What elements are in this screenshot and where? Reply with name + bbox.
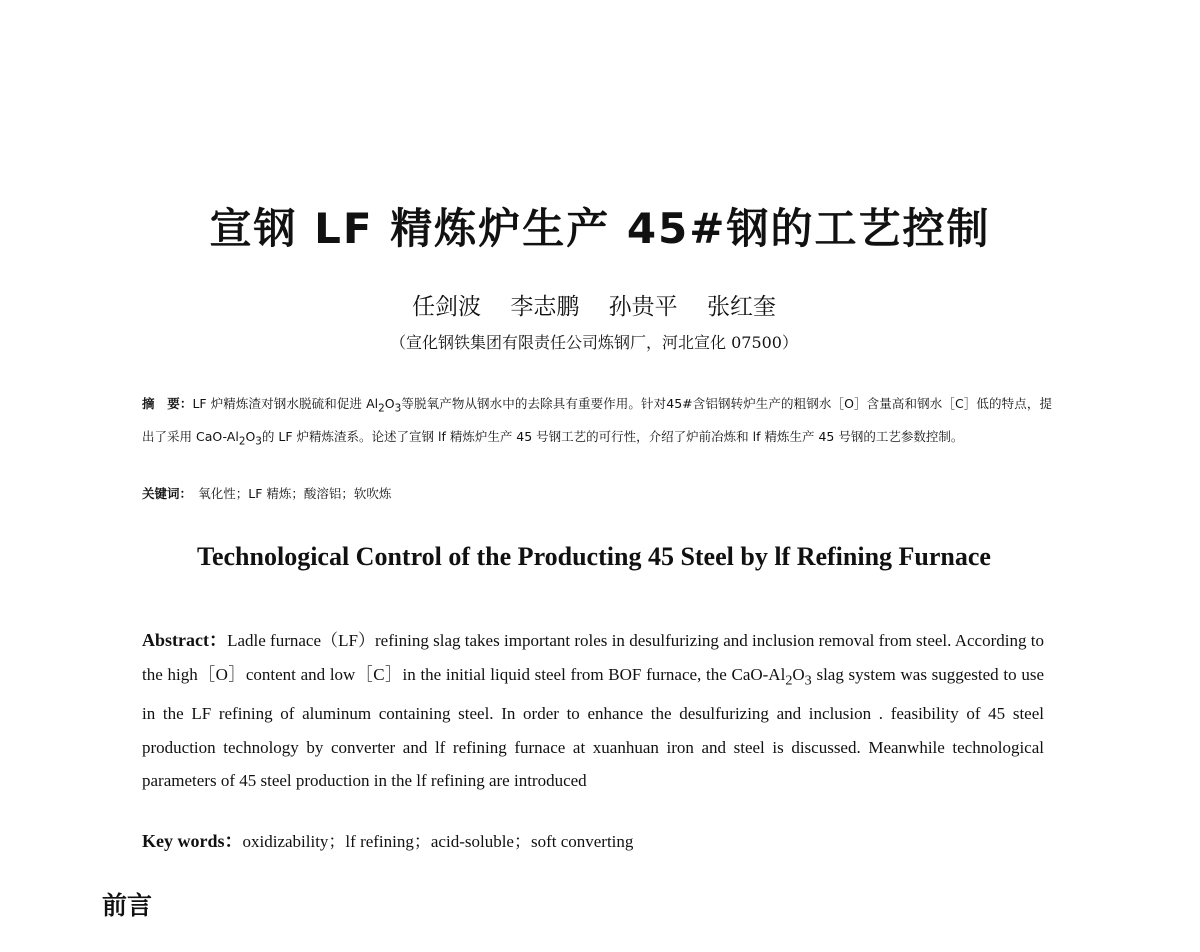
keywords-en-text: oxidizability；lf refining；acid-soluble；soft converting	[242, 832, 634, 851]
abstract-zh-text: 的 LF 炉精炼渣系。论述了宣钢 lf 精炼炉生产 45 号钢工艺的可行性，介绍了炉前冶炼和 lf 精炼生产 45 号钢的工艺参数控制。	[261, 428, 964, 444]
author-list: 任剑波 李志鹏 孙贵平 张红奎	[412, 294, 776, 320]
keywords-zh-text: 氧化性；LF 精炼；酸溶铝；软吹炼	[198, 486, 392, 501]
keywords-en	[142, 826, 1044, 857]
subscript: 3	[804, 671, 812, 688]
subscript: 2	[378, 402, 385, 415]
subscript: 2	[785, 671, 793, 688]
subscript: 3	[394, 402, 402, 415]
keywords-zh	[142, 480, 1052, 508]
abstract-zh-text: LF 炉精炼渣对钢水脱硫和促进 Al	[192, 396, 379, 411]
subscript: 3	[255, 435, 262, 447]
abstract-en-text: Ladle furnace（LF）refining slag takes important roles in desulfurizing and inclusion removal from steel. According to the high［O］content and low［C］in the initial liquid steel from BOF furnace, the CaO-Al	[142, 631, 1045, 684]
paper-title-zh: 宣钢 LF 精炼炉生产 45#钢的工艺控制	[209, 204, 991, 253]
abstract-en-text: slag system was suggested to use in the LF refining of aluminum containing steel. In order to enhance the desulfurizing and inclusion . feasibility of 45 steel production technology by converter and lf refining furnace at xuanhuan iron and steel is discussed. Meanwhile technological parameters of 45 steel production in the lf refining are introduced	[142, 664, 1044, 791]
abstract-en-text: O	[792, 664, 805, 684]
subscript: 2	[238, 435, 246, 447]
keywords-zh-label: 关键词：	[142, 486, 186, 501]
abstract-zh-text: O	[384, 396, 395, 411]
abstract-en-label: Abstract：	[142, 630, 228, 650]
section-heading: 前言	[102, 891, 153, 920]
affiliation: （宣化钢铁集团有限责任公司炼钢厂，河北宣化 07500）	[390, 333, 798, 352]
keywords-en-label: Key words：	[142, 831, 243, 851]
abstract-en	[142, 624, 1044, 798]
abstract-zh-text: 等脱氧产物从钢水中的去除具有重要作用。针对45#含铝钢转炉生产的粗钢水［O］含量高和钢水［C］低的特点，提出了采用 CaO-Al	[142, 396, 1052, 444]
abstract-zh-text: O	[245, 428, 256, 444]
abstract-zh	[142, 390, 1052, 455]
abstract-zh-label: 摘 要：	[142, 396, 193, 411]
paper-title-en: Technological Control of the Producting 45 Steel by lf Refining Furnace	[197, 542, 991, 571]
